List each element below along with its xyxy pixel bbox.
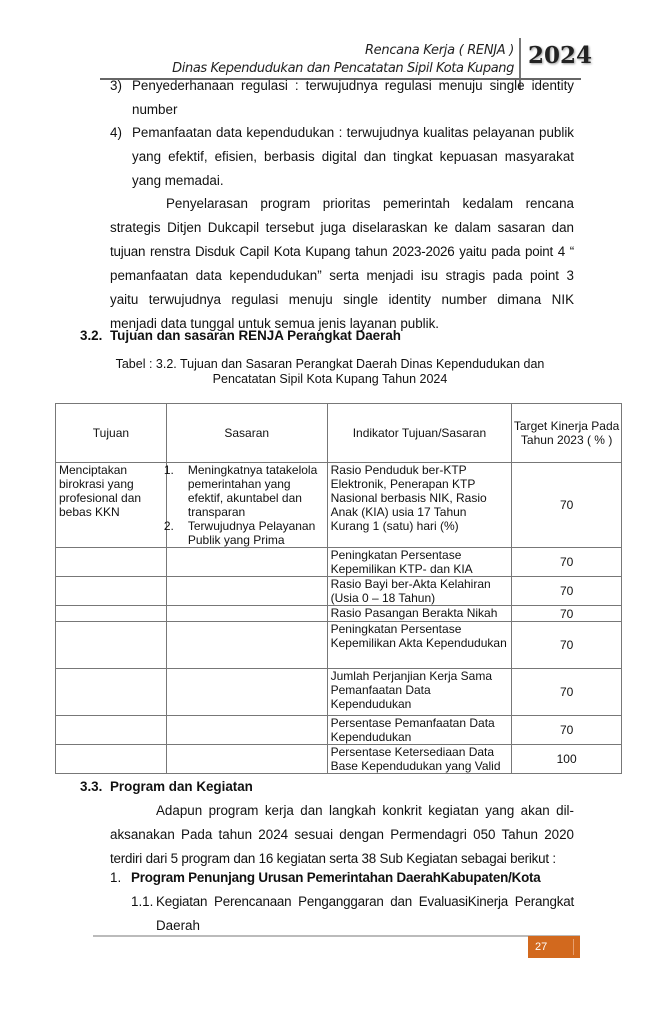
header-target: Target Kinerja Pada Tahun 2023 ( % )	[512, 404, 622, 463]
table-row	[56, 669, 622, 716]
header-title: Rencana Kerja ( RENJA )	[364, 43, 514, 58]
target-cell: 70	[512, 548, 622, 577]
sasaran-cell	[166, 548, 327, 577]
header-subtitle: Dinas Kependudukan dan Pencatatan Sipil Kota Kupang	[172, 61, 514, 76]
list-item-line: number	[132, 102, 178, 117]
sasaran-cell	[166, 716, 327, 745]
list-item	[132, 121, 574, 193]
tujuan-cell: Menciptakan birokrasi yang profesional dan bebas KKN	[56, 463, 167, 548]
header-indikator: Indikator Tujuan/Sasaran	[327, 404, 512, 463]
tujuan-cell	[56, 669, 167, 716]
sasaran-item	[163, 463, 324, 519]
paragraph-line: Adapun program kerja dan langkah konkrit kegiatan yang akan dil-	[156, 803, 574, 818]
table-row	[56, 548, 622, 577]
paragraph-line: strategis Ditjen Dukcapil tersebut juga diselaraskan ke dalam sasaran dan	[110, 220, 574, 235]
indikator-cell: Jumlah Perjanjian Kerja Sama Pemanfaatan Data Kependudukan	[327, 669, 512, 716]
sasaran-cell	[166, 745, 327, 774]
tujuan-cell	[56, 745, 167, 774]
header-tujuan: Tujuan	[56, 404, 167, 463]
target-cell: 70	[512, 716, 622, 745]
section-title: Program dan Kegiatan	[110, 779, 253, 794]
sasaran-cell	[166, 669, 327, 716]
target-cell: 70	[512, 669, 622, 716]
paragraph-line: menjadi data tunggal untuk semua jenis layanan publik.	[110, 316, 440, 331]
list-item-line: yang efektif, efisien, berbasis digital dan tingkat kepuasan masyarakat	[132, 149, 574, 164]
paragraph-line: tujuan renstra Disduk Capil Kota Kupang tahun 2023-2026 yaitu pada point 4 “	[110, 244, 574, 259]
page-badge-divider	[573, 939, 574, 955]
indikator-cell: Rasio Bayi ber-Akta Kelahiran (Usia 0 – 18 Tahun)	[327, 577, 512, 606]
sasaran-cell	[166, 606, 327, 622]
indikator-cell: Rasio Penduduk ber-KTP Elektronik, Penerapan KTP Nasional berbasis NIK, Rasio Anak (KIA) usia 17 Tahun Kurang 1 (satu) hari (%)	[327, 463, 512, 548]
paragraph-line: pemanfaatan data kependudukan” serta menjadi isu stragis pada point 3	[110, 268, 574, 283]
page-number: 27	[535, 941, 548, 953]
table-row	[56, 745, 622, 774]
sasaran-text: Meningkatnya tatakelola pemerintahan yang efektif, akuntabel dan transparan	[187, 463, 318, 519]
indikator-cell: Rasio Pasangan Berakta Nikah	[327, 606, 512, 622]
caption-line: Pencatatan Sipil Kota Kupang Tahun 2024	[212, 372, 448, 386]
sasaran-cell	[166, 577, 327, 606]
list-item-line: Pemanfaatan data kependudukan : terwujudnya kualitas pelayanan publik	[132, 125, 574, 140]
page-number-badge	[528, 936, 580, 958]
paragraph-line: yaitu terwujudnya regulasi menuju single identity number dimana NIK	[110, 292, 574, 307]
table-row	[56, 463, 622, 548]
footer-rule	[93, 935, 580, 937]
sasaran-item	[163, 519, 324, 547]
target-cell: 70	[512, 606, 622, 622]
paragraph	[110, 192, 574, 336]
section-number: 3.2.	[80, 328, 103, 343]
list-item	[132, 74, 574, 122]
sasaran-number: 2.	[163, 519, 174, 533]
table-row	[56, 577, 622, 606]
tujuan-cell	[56, 716, 167, 745]
indikator-cell: Persentase Pemanfaatan Data Kependudukan	[327, 716, 512, 745]
program-title: Program Penunjang Urusan Pemerintahan DaerahKabupaten/Kota	[131, 870, 541, 885]
program-number: 1.	[110, 870, 122, 885]
table-row	[56, 606, 622, 622]
target-cell: 70	[512, 622, 622, 669]
indikator-cell: Persentase Ketersediaan Data Base Kependudukan yang Valid	[327, 745, 512, 774]
tujuan-cell	[56, 577, 167, 606]
list-item-number: 3)	[110, 78, 122, 93]
indikator-cell: Peningkatan Persentase Kepemilikan Akta Kependudukan	[327, 622, 512, 669]
table-caption	[40, 357, 620, 387]
kegiatan-line: Daerah	[156, 918, 200, 933]
indikator-cell: Peningkatan Persentase Kepemilikan KTP- dan KIA	[327, 548, 512, 577]
list-item-number: 4)	[110, 125, 122, 140]
tujuan-cell	[56, 622, 167, 669]
sasaran-cell	[163, 463, 327, 548]
list-item-line: Penyederhanaan regulasi : terwujudnya regulasi menuju single identity	[132, 78, 574, 93]
sasaran-text: Terwujudnya Pelayanan Publik yang Prima	[187, 519, 316, 547]
header-year: 2024	[528, 42, 593, 69]
table-row	[56, 716, 622, 745]
table-row	[56, 622, 622, 669]
kegiatan-line: Kegiatan Perencanaan Penganggaran dan EvaluasiKinerja Perangkat	[156, 894, 574, 909]
header-sasaran: Sasaran	[166, 404, 327, 463]
sasaran-number: 1.	[163, 463, 174, 477]
tujuan-cell	[56, 548, 167, 577]
paragraph-line: aksanakan Pada tahun 2024 sesuai dengan Permendagri 050 Tahun 2020	[110, 827, 574, 842]
kegiatan-number: 1.1.	[131, 894, 154, 909]
caption-line: Tabel : 3.2. Tujuan dan Sasaran Perangkat Daerah Dinas Kependudukan dan	[115, 357, 545, 371]
target-cell: 100	[512, 745, 622, 774]
sasaran-cell	[166, 622, 327, 669]
paragraph-line: Penyelarasan program prioritas pemerintah kedalam rencana	[166, 196, 574, 211]
target-cell: 70	[512, 577, 622, 606]
kegiatan-title	[156, 890, 574, 938]
section-number: 3.3.	[80, 779, 103, 794]
paragraph	[110, 799, 574, 871]
target-cell: 70	[512, 463, 622, 548]
paragraph-line: terdiri dari 5 program dan 16 kegiatan serta 38 Sub Kegiatan sebagai berikut :	[110, 851, 556, 866]
list-item-line: yang memadai.	[132, 173, 224, 188]
tujuan-cell	[56, 606, 167, 622]
table-header-row	[56, 404, 622, 463]
section-title: Tujuan dan sasaran RENJA Perangkat Daerah	[110, 328, 401, 343]
goals-table	[55, 403, 622, 774]
